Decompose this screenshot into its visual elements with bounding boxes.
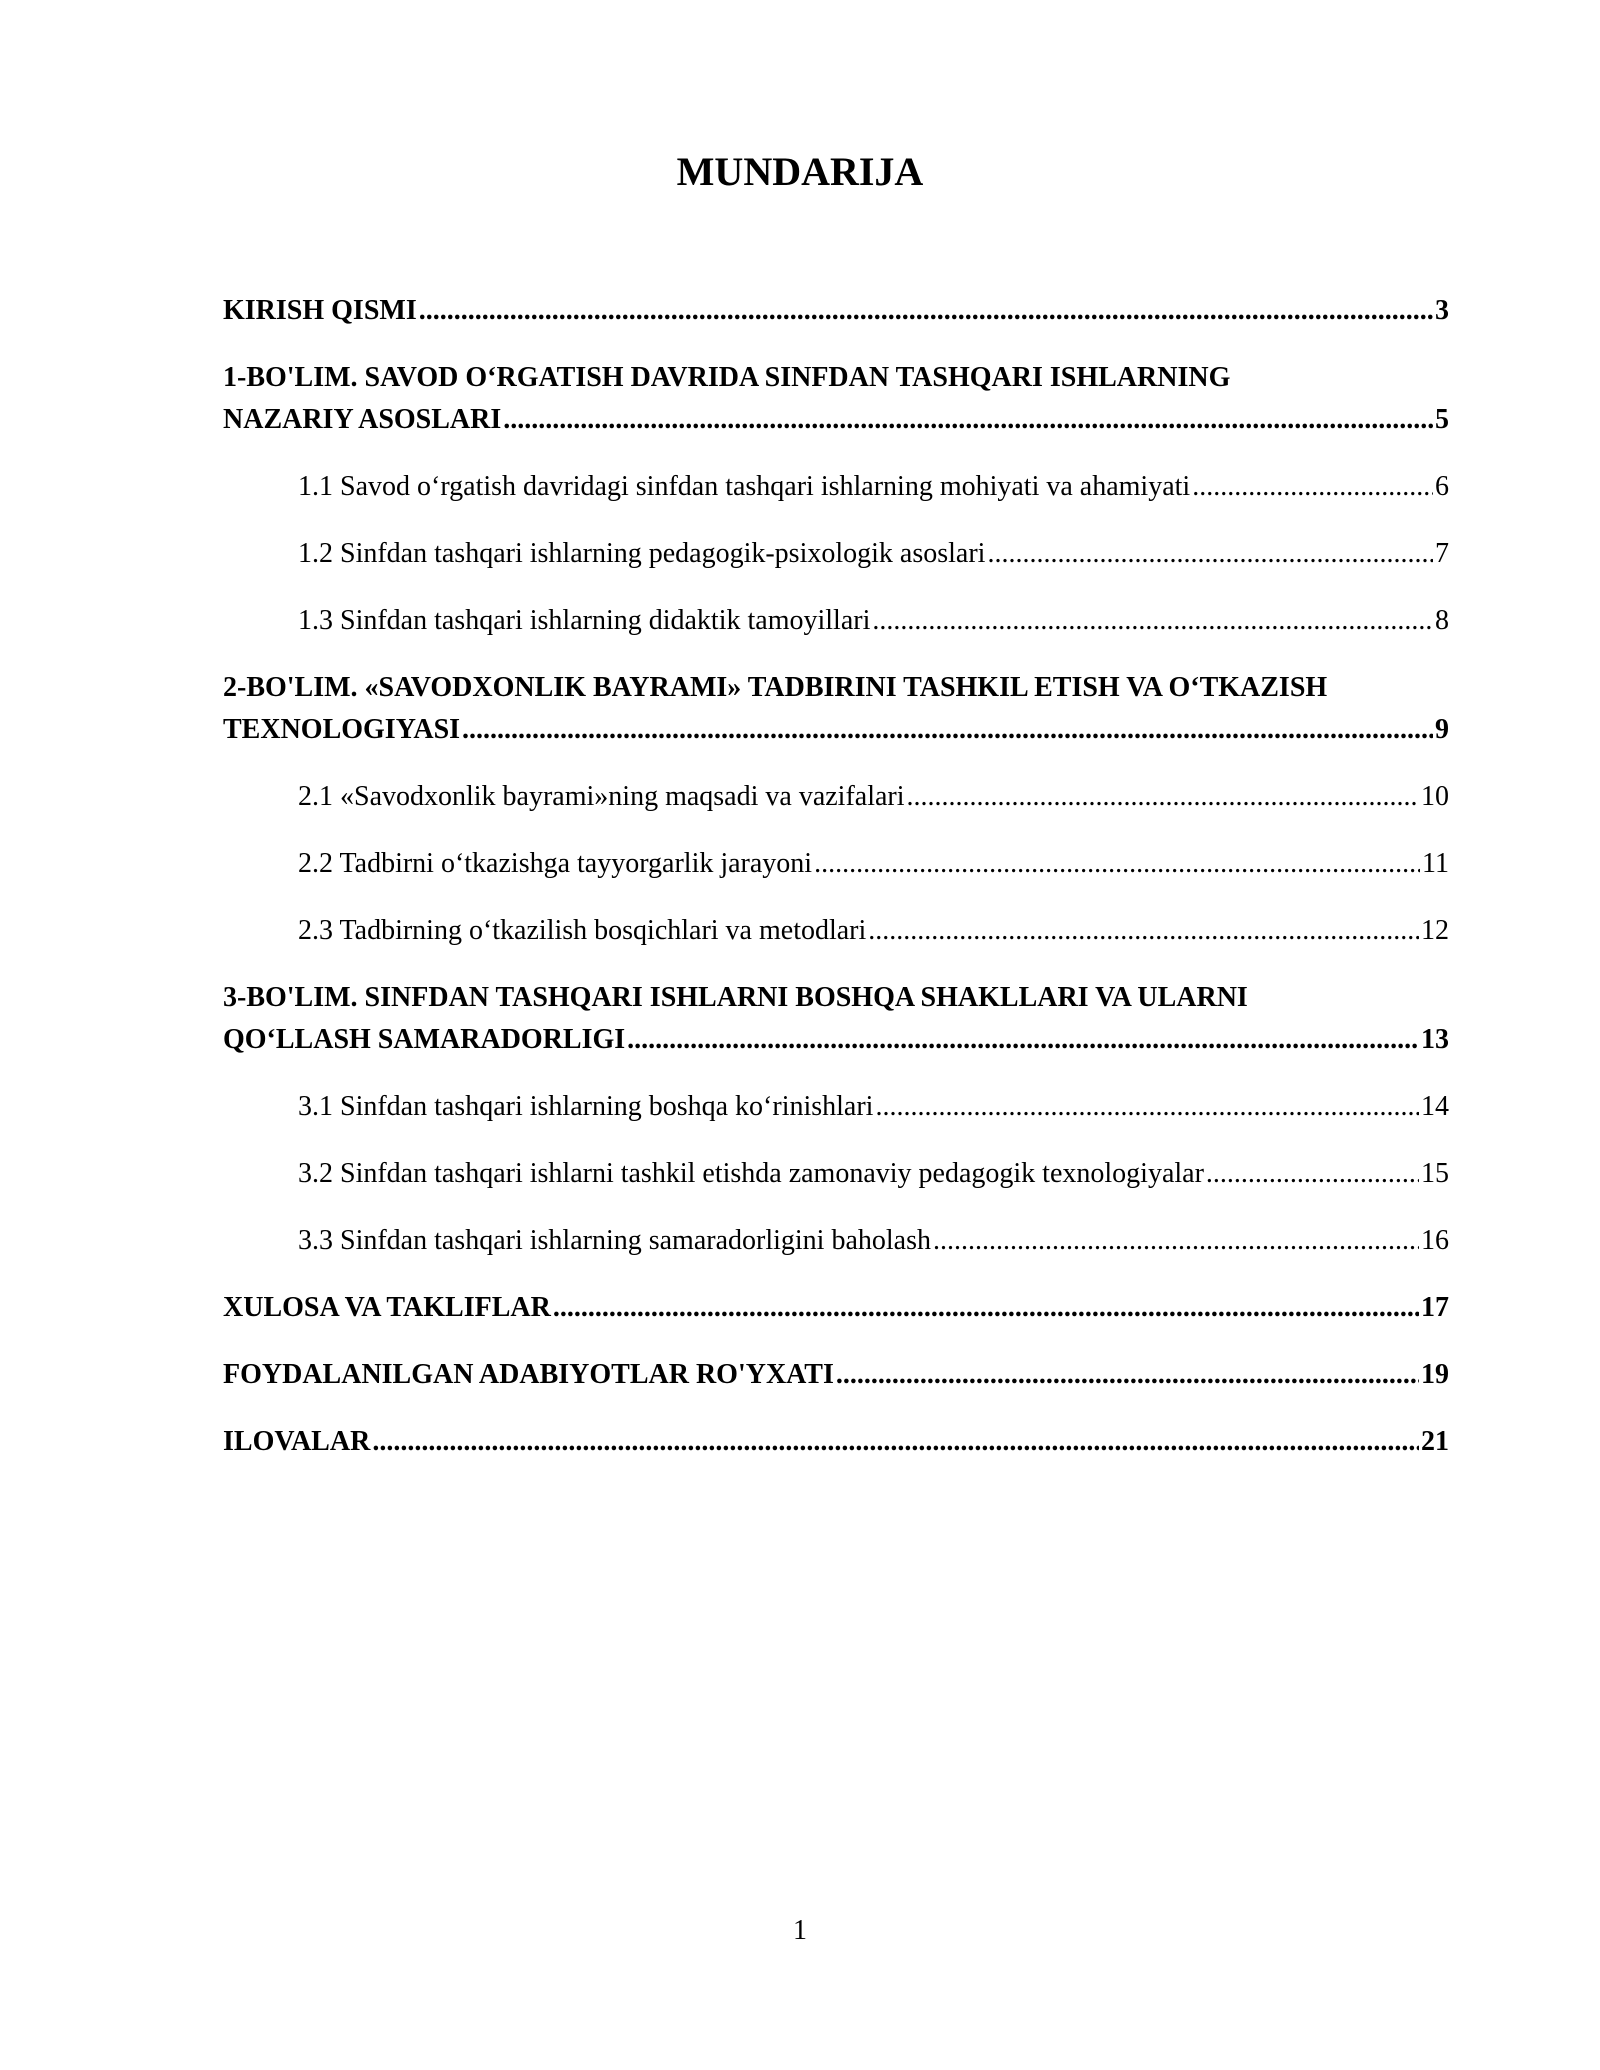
toc-entry-page: 3	[1435, 295, 1449, 326]
toc-entry-title-line1: 2-BO'LIM. «SAVODXONLIK BAYRAMI» TADBIRINI TASHKIL ETISH VA O‘TKAZISH	[223, 672, 1328, 703]
toc-entry-title: FOYDALANILGAN ADABIYOTLAR RO'YXATI	[223, 1359, 834, 1390]
toc-subentry[interactable]	[223, 843, 1449, 885]
toc-subentry[interactable]	[223, 1153, 1449, 1195]
toc-entry-page: 16	[1421, 1225, 1449, 1256]
toc-entry-page: 6	[1435, 471, 1449, 502]
toc-entry-title: QO‘LLASH SAMARADORLIGI	[223, 1024, 626, 1055]
toc-entry[interactable]	[223, 290, 1449, 332]
dot-leader	[814, 843, 1420, 885]
toc-entry[interactable]	[223, 977, 1449, 1061]
toc-subentry[interactable]	[223, 1086, 1449, 1128]
toc-entry-title-line1: 3-BO'LIM. SINFDAN TASHQARI ISHLARNI BOSHQA SHAKLLARI VA ULARNI	[223, 982, 1248, 1013]
toc-entry-title: 1.2 Sinfdan tashqari ishlarning pedagogik-psixologik asoslari	[298, 538, 986, 569]
toc-entry-title-line1: 1-BO'LIM. SAVOD O‘RGATISH DAVRIDA SINFDAN TASHQARI ISHLARNING	[223, 362, 1231, 393]
dot-leader	[868, 910, 1419, 952]
toc-entry-page: 8	[1435, 605, 1449, 636]
page-number: 1	[793, 1915, 807, 1946]
toc-entry-title: KIRISH QISMI	[223, 295, 417, 326]
toc-subentry[interactable]	[223, 1220, 1449, 1262]
toc-entry-page: 19	[1421, 1359, 1449, 1390]
toc-entry-page: 17	[1421, 1292, 1449, 1323]
toc-entry-title: 2.3 Tadbirning o‘tkazilish bosqichlari va metodlari	[298, 915, 867, 946]
dot-leader	[933, 1220, 1419, 1262]
toc-entry[interactable]	[223, 1421, 1449, 1463]
dot-leader	[419, 290, 1433, 332]
dot-leader	[907, 776, 1419, 818]
toc-entry-page: 21	[1421, 1426, 1449, 1457]
toc-entry-title: XULOSA VA TAKLIFLAR	[223, 1292, 551, 1323]
toc-subentry[interactable]	[223, 910, 1449, 952]
toc-entry[interactable]	[223, 357, 1449, 441]
toc-entry-title: 3.3 Sinfdan tashqari ishlarning samaradorligini baholash	[298, 1225, 931, 1256]
toc-entry[interactable]	[223, 1354, 1449, 1396]
toc-entry-page: 13	[1421, 1024, 1449, 1055]
toc-entry-page: 5	[1435, 404, 1449, 435]
dot-leader	[875, 1086, 1419, 1128]
page-title: MUNDARIJA	[676, 149, 924, 194]
dot-leader	[503, 399, 1433, 441]
dot-leader	[462, 709, 1433, 751]
toc-entry[interactable]	[223, 1287, 1449, 1329]
toc-entry[interactable]	[223, 667, 1449, 751]
toc-entry-title: 1.1 Savod o‘rgatish davridagi sinfdan tashqari ishlarning mohiyati va ahamiyati	[298, 471, 1191, 502]
toc-entry-page: 15	[1421, 1158, 1449, 1189]
toc-entry-page: 7	[1435, 538, 1449, 569]
toc-entry-page: 10	[1421, 781, 1449, 812]
dot-leader	[627, 1019, 1419, 1061]
dot-leader	[836, 1354, 1419, 1396]
dot-leader	[553, 1287, 1419, 1329]
dot-leader	[987, 533, 1433, 575]
toc-entry-title: 3.1 Sinfdan tashqari ishlarning boshqa ko‘rinishlari	[298, 1091, 874, 1122]
toc-entry-page: 9	[1435, 714, 1449, 745]
dot-leader	[372, 1421, 1419, 1463]
toc-entry-title: TEXNOLOGIYASI	[223, 714, 461, 745]
toc-entry-title: NAZARIY ASOSLARI	[223, 404, 502, 435]
table-of-contents	[223, 290, 1449, 1463]
toc-entry-title: 2.1 «Savodxonlik bayrami»ning maqsadi va vazifalari	[298, 781, 905, 812]
toc-entry-title: 1.3 Sinfdan tashqari ishlarning didaktik tamoyillari	[298, 605, 871, 636]
toc-entry-page: 14	[1421, 1091, 1449, 1122]
toc-subentry[interactable]	[223, 776, 1449, 818]
toc-entry-title: 2.2 Tadbirni o‘tkazishga tayyorgarlik jarayoni	[298, 848, 813, 879]
dot-leader	[1206, 1153, 1419, 1195]
toc-subentry[interactable]	[223, 600, 1449, 642]
dot-leader	[872, 600, 1433, 642]
toc-entry-page: 11	[1422, 848, 1449, 879]
toc-subentry[interactable]	[223, 533, 1449, 575]
toc-subentry[interactable]	[223, 466, 1449, 508]
toc-entry-title: ILOVALAR	[223, 1426, 371, 1457]
toc-entry-title: 3.2 Sinfdan tashqari ishlarni tashkil etishda zamonaviy pedagogik texnologiyalar	[298, 1158, 1204, 1189]
toc-entry-page: 12	[1421, 915, 1449, 946]
dot-leader	[1192, 466, 1433, 508]
